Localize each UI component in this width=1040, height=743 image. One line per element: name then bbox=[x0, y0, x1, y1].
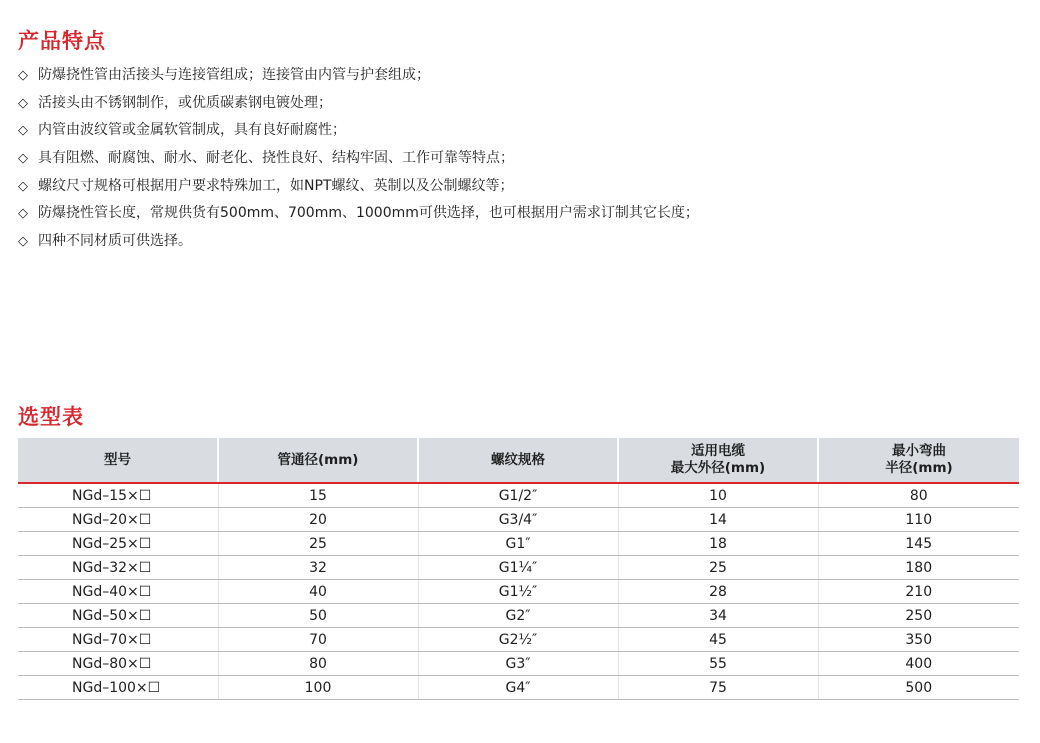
cell-thread: G3/4″ bbox=[418, 508, 618, 532]
selection-table bbox=[18, 438, 1019, 700]
table-row bbox=[18, 580, 1019, 604]
header-thread: 螺纹规格 bbox=[418, 438, 618, 483]
feature-item bbox=[18, 90, 1018, 118]
cell-model: NGd–40×☐ bbox=[18, 580, 218, 604]
cell-cable-diameter: 34 bbox=[618, 604, 818, 628]
cell-bend-radius: 110 bbox=[818, 508, 1019, 532]
cell-bend-radius: 350 bbox=[818, 628, 1019, 652]
diamond-bullet-icon: ◇ bbox=[18, 123, 28, 139]
cell-bore: 40 bbox=[218, 580, 418, 604]
cell-bend-radius: 180 bbox=[818, 556, 1019, 580]
diamond-bullet-icon: ◇ bbox=[18, 68, 28, 83]
table-row bbox=[18, 652, 1019, 676]
cell-bend-radius: 210 bbox=[818, 580, 1019, 604]
cell-model: NGd–25×☐ bbox=[18, 532, 218, 556]
cell-thread: G2½″ bbox=[418, 628, 618, 652]
feature-text: 内管由波纹管或金属软管制成，具有良好耐腐性； bbox=[38, 122, 346, 139]
cell-bend-radius: 500 bbox=[818, 676, 1019, 700]
cell-model: NGd–100×☐ bbox=[18, 676, 218, 700]
cell-bore: 50 bbox=[218, 604, 418, 628]
header-model: 型号 bbox=[18, 438, 218, 483]
cell-bore: 100 bbox=[218, 676, 418, 700]
features-list bbox=[18, 62, 1018, 256]
feature-text: 防爆挠性管长度，常规供货有500mm、700mm、1000mm可供选择，也可根据用户需求订制其它长度； bbox=[38, 205, 699, 222]
feature-text: 活接头由不锈钢制作，或优质碳素钢电镀处理； bbox=[38, 94, 332, 111]
cell-bore: 32 bbox=[218, 556, 418, 580]
header-cable-diameter: 适用电缆 最大外径(mm) bbox=[618, 438, 818, 483]
feature-item bbox=[18, 228, 1018, 256]
cell-bend-radius: 400 bbox=[818, 652, 1019, 676]
table-row bbox=[18, 676, 1019, 700]
cell-bend-radius: 250 bbox=[818, 604, 1019, 628]
selection-table-title: 选型表 bbox=[18, 405, 84, 429]
cell-cable-diameter: 25 bbox=[618, 556, 818, 580]
diamond-bullet-icon: ◇ bbox=[18, 95, 28, 111]
cell-thread: G1/2″ bbox=[418, 483, 618, 508]
cell-cable-diameter: 14 bbox=[618, 508, 818, 532]
cell-cable-diameter: 10 bbox=[618, 483, 818, 508]
cell-thread: G1″ bbox=[418, 532, 618, 556]
cell-cable-diameter: 28 bbox=[618, 580, 818, 604]
cell-cable-diameter: 18 bbox=[618, 532, 818, 556]
cell-thread: G1¼″ bbox=[418, 556, 618, 580]
feature-text: 四种不同材质可供选择。 bbox=[38, 233, 192, 250]
feature-text: 螺纹尺寸规格可根据用户要求特殊加工，如NPT螺纹、英制以及公制螺纹等； bbox=[38, 177, 514, 194]
table-row bbox=[18, 532, 1019, 556]
table-row bbox=[18, 604, 1019, 628]
table-header-row bbox=[18, 438, 1019, 483]
cell-model: NGd–32×☐ bbox=[18, 556, 218, 580]
feature-item bbox=[18, 200, 1018, 228]
features-title: 产品特点 bbox=[18, 29, 106, 53]
header-bend-radius: 最小弯曲 半径(mm) bbox=[818, 438, 1019, 483]
cell-bend-radius: 80 bbox=[818, 483, 1019, 508]
cell-model: NGd–50×☐ bbox=[18, 604, 218, 628]
header-bore: 管通径(mm) bbox=[218, 438, 418, 483]
cell-bore: 25 bbox=[218, 532, 418, 556]
table-row bbox=[18, 556, 1019, 580]
cell-bore: 20 bbox=[218, 508, 418, 532]
cell-cable-diameter: 45 bbox=[618, 628, 818, 652]
diamond-bullet-icon: ◇ bbox=[18, 151, 28, 167]
diamond-bullet-icon: ◇ bbox=[18, 234, 28, 250]
cell-bore: 80 bbox=[218, 652, 418, 676]
diamond-bullet-icon: ◇ bbox=[18, 178, 28, 194]
feature-item bbox=[18, 62, 1018, 90]
cell-thread: G1½″ bbox=[418, 580, 618, 604]
cell-thread: G3″ bbox=[418, 652, 618, 676]
table-row bbox=[18, 508, 1019, 532]
feature-item bbox=[18, 173, 1018, 201]
cell-bend-radius: 145 bbox=[818, 532, 1019, 556]
cell-cable-diameter: 75 bbox=[618, 676, 818, 700]
feature-item bbox=[18, 145, 1018, 173]
cell-model: NGd–80×☐ bbox=[18, 652, 218, 676]
cell-model: NGd–70×☐ bbox=[18, 628, 218, 652]
cell-bore: 70 bbox=[218, 628, 418, 652]
cell-cable-diameter: 55 bbox=[618, 652, 818, 676]
cell-bore: 15 bbox=[218, 483, 418, 508]
feature-text: 具有阻燃、耐腐蚀、耐水、耐老化、挠性良好、结构牢固、工作可靠等特点； bbox=[38, 150, 514, 167]
cell-thread: G2″ bbox=[418, 604, 618, 628]
table-row bbox=[18, 628, 1019, 652]
feature-text: 防爆挠性管由活接头与连接管组成；连接管由内管与护套组成； bbox=[38, 67, 430, 83]
table-row bbox=[18, 483, 1019, 508]
feature-item bbox=[18, 117, 1018, 145]
diamond-bullet-icon: ◇ bbox=[18, 206, 28, 222]
cell-thread: G4″ bbox=[418, 676, 618, 700]
cell-model: NGd–20×☐ bbox=[18, 508, 218, 532]
cell-model: NGd–15×☐ bbox=[18, 483, 218, 508]
